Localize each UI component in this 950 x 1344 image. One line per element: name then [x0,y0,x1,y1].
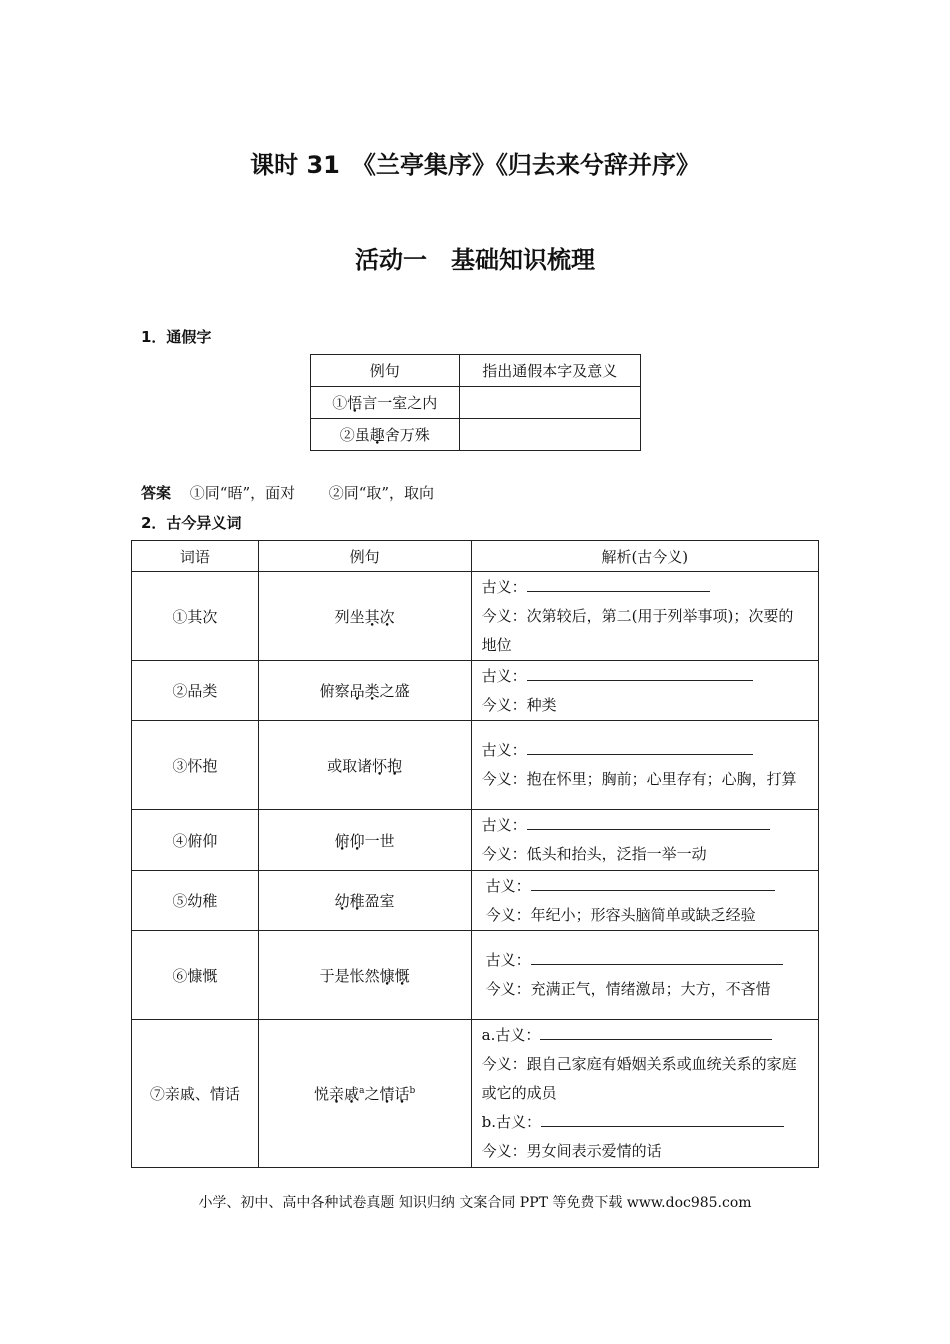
table-row [132,721,819,810]
analysis-cell: 古义： 今义：充满正气，情绪激昂；大方，不吝惜 [471,931,818,1020]
page-footer: 小学、初中、高中各种试卷真题 知识归纳 文案合同 PPT 等免费下载 www.doc985.com [198,1195,752,1211]
answer-blank[interactable] [531,950,783,965]
analysis-cell: a.古义： 今义：跟自己家庭有婚姻关系或血统关系的家庭或它的成员 b.古义： 今义：男女间表示爱情的话 [471,1020,818,1168]
answer-item: ②同“取”，取向 [328,484,435,502]
table-row [132,810,819,871]
example-cell: 于是怅然慷慨 [258,931,471,1020]
page-title: 课时 31 《兰亭集序》《归去来兮辞并序》 [250,151,700,179]
example-cell: 俯察品类之盛 [258,661,471,721]
answer-blank[interactable] [531,876,775,891]
table-row [132,661,819,721]
example-cell: 或取诸怀抱 [258,721,471,810]
analysis-cell: 古义： 今义：抱在怀里；胸前；心里存有；心胸，打算 [471,721,818,810]
answer-blank-cell[interactable] [459,387,640,419]
word-cell: ⑦亲戚、情话 [132,1020,259,1168]
table-header: 指出通假本字及意义 [459,355,640,387]
example-cell: 幼稚盈室 [258,871,471,931]
answer-blank[interactable] [540,1025,772,1040]
table-row [311,419,641,451]
answer-label: 答案 [141,484,172,502]
table-header: 例句 [311,355,460,387]
table-row [132,871,819,931]
analysis-cell: 古义： 今义：种类 [471,661,818,721]
example-cell: ①悟言一室之内 [311,387,460,419]
table-header: 解析(古今义) [471,541,818,572]
example-cell: 列坐其次 [258,572,471,661]
gujinyiyi-table [131,540,819,1168]
answer-item: ①同“晤”，面对 [189,484,296,502]
word-cell: ⑥慷慨 [132,931,259,1020]
answer-blank-cell[interactable] [459,419,640,451]
word-cell: ④俯仰 [132,810,259,871]
example-cell: 悦亲戚$^a$之情话$^b$ [258,1020,471,1168]
tongjiazi-table [310,354,641,451]
activity-heading: 活动一 基础知识梳理 [355,246,595,274]
analysis-cell: 古义： 今义：低头和抬头，泛指一举一动 [471,810,818,871]
answer-line [141,482,434,503]
table-header: 例句 [258,541,471,572]
word-cell: ①其次 [132,572,259,661]
answer-blank[interactable] [527,740,753,755]
table-row [132,1020,819,1168]
answer-blank[interactable] [527,577,710,592]
word-cell: ⑤幼稚 [132,871,259,931]
analysis-cell: 古义： 今义：次第较后，第二(用于列举事项)；次要的地位 [471,572,818,661]
answer-blank[interactable] [541,1112,784,1127]
analysis-cell: 古义： 今义：年纪小；形容头脑简单或缺乏经验 [471,871,818,931]
table-header: 词语 [132,541,259,572]
table-row [132,572,819,661]
table-row [132,931,819,1020]
example-cell: ②虽趣舍万殊 [311,419,460,451]
section-gujinyiyi-heading: 2．古今异义词 [141,514,242,532]
section-tongjiazi-heading: 1．通假字 [141,328,212,346]
word-cell: ③怀抱 [132,721,259,810]
answer-blank[interactable] [527,666,753,681]
answer-blank[interactable] [527,815,770,830]
table-row [311,387,641,419]
word-cell: ②品类 [132,661,259,721]
example-cell: 俯仰一世 [258,810,471,871]
